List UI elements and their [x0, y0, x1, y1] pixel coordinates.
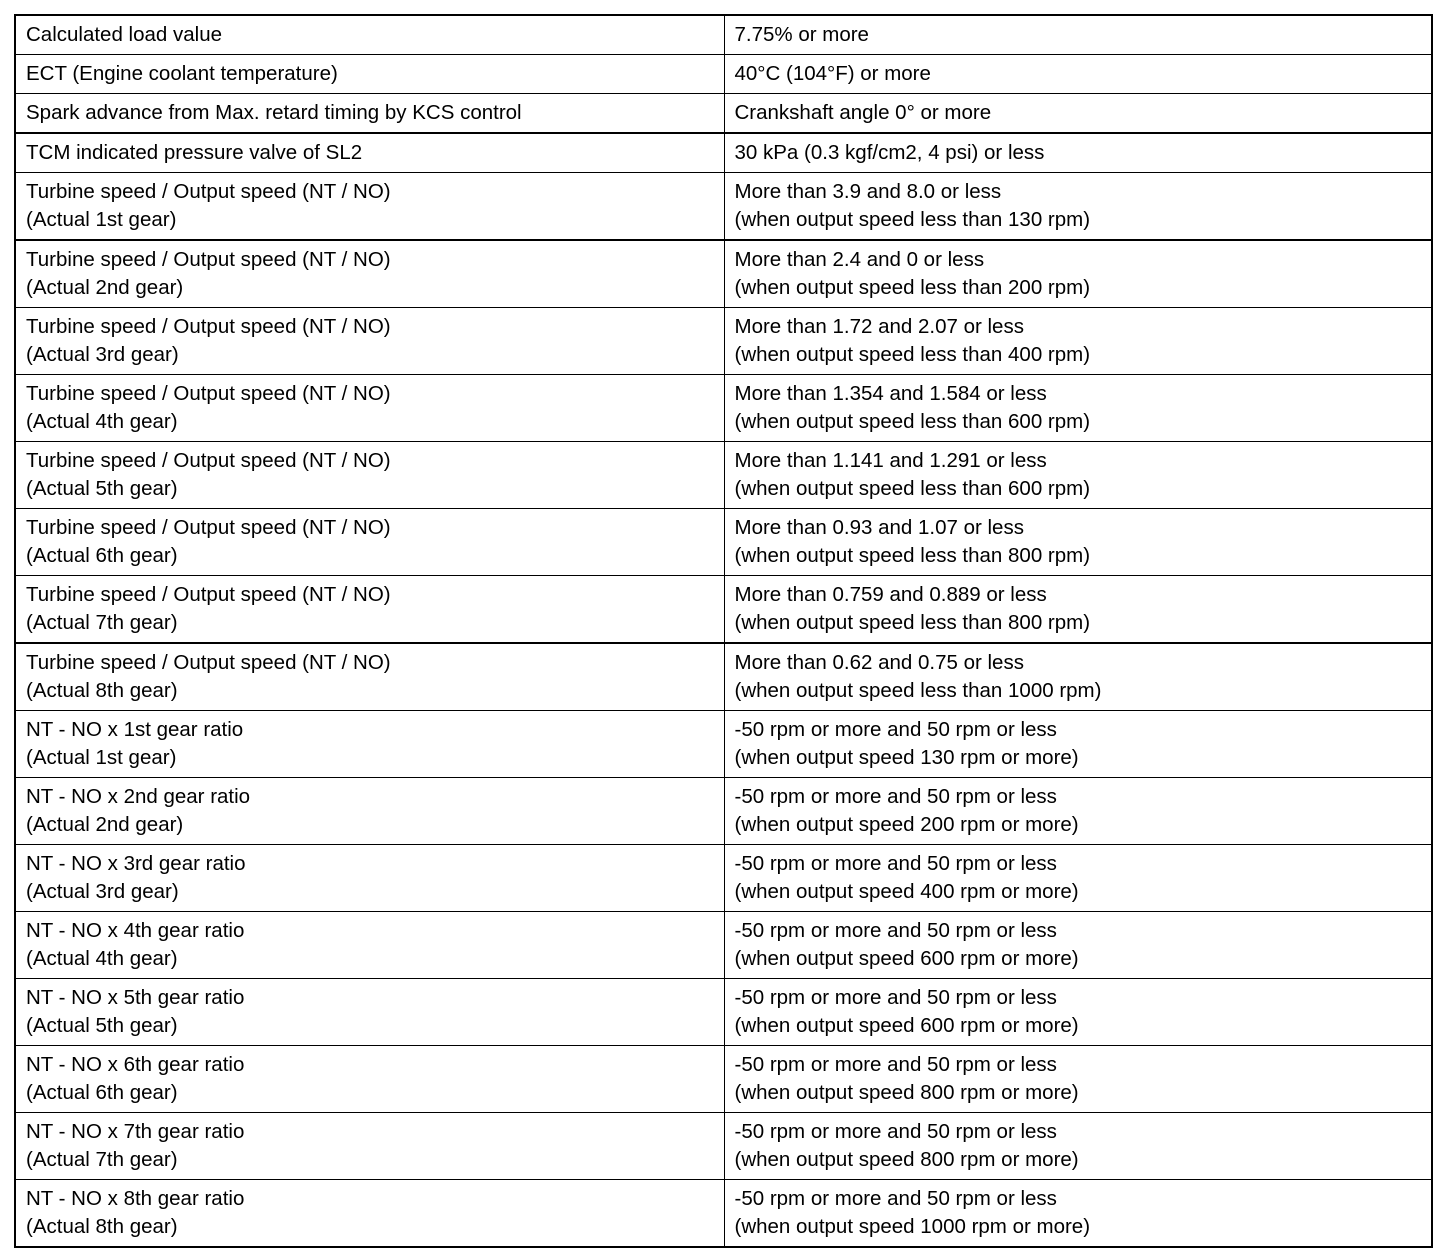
table-row [15, 778, 1432, 845]
value-cell: More than 1.141 and 1.291 or less (when output speed less than 600 rpm) [724, 442, 1432, 509]
table-row [15, 845, 1432, 912]
value-cell: 7.75% or more [724, 15, 1432, 55]
table-row [15, 375, 1432, 442]
value-cell: More than 0.759 and 0.889 or less (when output speed less than 800 rpm) [724, 576, 1432, 644]
table-row [15, 15, 1432, 55]
table-row [15, 643, 1432, 711]
value-cell: -50 rpm or more and 50 rpm or less (when output speed 600 rpm or more) [724, 912, 1432, 979]
conditions-table-body [15, 15, 1432, 1247]
value-cell: More than 1.72 and 2.07 or less (when output speed less than 400 rpm) [724, 308, 1432, 375]
value-cell: -50 rpm or more and 50 rpm or less (when output speed 130 rpm or more) [724, 711, 1432, 778]
value-cell: -50 rpm or more and 50 rpm or less (when output speed 1000 rpm or more) [724, 1180, 1432, 1248]
table-row [15, 576, 1432, 644]
condition-cell: NT - NO x 2nd gear ratio (Actual 2nd gear) [15, 778, 724, 845]
table-row [15, 912, 1432, 979]
table-row [15, 711, 1432, 778]
table-row [15, 173, 1432, 241]
condition-cell: Calculated load value [15, 15, 724, 55]
table-row [15, 308, 1432, 375]
value-cell: -50 rpm or more and 50 rpm or less (when output speed 400 rpm or more) [724, 845, 1432, 912]
condition-cell: Turbine speed / Output speed (NT / NO) (Actual 5th gear) [15, 442, 724, 509]
value-cell: More than 0.93 and 1.07 or less (when output speed less than 800 rpm) [724, 509, 1432, 576]
condition-cell: Turbine speed / Output speed (NT / NO) (Actual 2nd gear) [15, 240, 724, 308]
value-cell: More than 1.354 and 1.584 or less (when output speed less than 600 rpm) [724, 375, 1432, 442]
condition-cell: ECT (Engine coolant temperature) [15, 55, 724, 94]
value-cell: -50 rpm or more and 50 rpm or less (when output speed 800 rpm or more) [724, 1046, 1432, 1113]
value-cell: Crankshaft angle 0° or more [724, 94, 1432, 134]
table-row [15, 240, 1432, 308]
condition-cell: Turbine speed / Output speed (NT / NO) (Actual 4th gear) [15, 375, 724, 442]
value-cell: More than 3.9 and 8.0 or less (when output speed less than 130 rpm) [724, 173, 1432, 241]
table-row [15, 94, 1432, 134]
condition-cell: Turbine speed / Output speed (NT / NO) (Actual 1st gear) [15, 173, 724, 241]
condition-cell: NT - NO x 5th gear ratio (Actual 5th gear) [15, 979, 724, 1046]
value-cell: -50 rpm or more and 50 rpm or less (when output speed 200 rpm or more) [724, 778, 1432, 845]
table-row [15, 1113, 1432, 1180]
value-cell: More than 0.62 and 0.75 or less (when output speed less than 1000 rpm) [724, 643, 1432, 711]
condition-cell: Spark advance from Max. retard timing by KCS control [15, 94, 724, 134]
condition-cell: Turbine speed / Output speed (NT / NO) (Actual 8th gear) [15, 643, 724, 711]
condition-cell: NT - NO x 4th gear ratio (Actual 4th gear) [15, 912, 724, 979]
value-cell: -50 rpm or more and 50 rpm or less (when output speed 800 rpm or more) [724, 1113, 1432, 1180]
table-row [15, 979, 1432, 1046]
value-cell: 40°C (104°F) or more [724, 55, 1432, 94]
condition-cell: NT - NO x 3rd gear ratio (Actual 3rd gear) [15, 845, 724, 912]
value-cell: More than 2.4 and 0 or less (when output speed less than 200 rpm) [724, 240, 1432, 308]
condition-cell: TCM indicated pressure valve of SL2 [15, 133, 724, 173]
condition-cell: Turbine speed / Output speed (NT / NO) (Actual 3rd gear) [15, 308, 724, 375]
table-row [15, 133, 1432, 173]
table-row [15, 509, 1432, 576]
condition-cell: NT - NO x 7th gear ratio (Actual 7th gear) [15, 1113, 724, 1180]
table-row [15, 442, 1432, 509]
condition-cell: Turbine speed / Output speed (NT / NO) (Actual 7th gear) [15, 576, 724, 644]
condition-cell: NT - NO x 6th gear ratio (Actual 6th gear) [15, 1046, 724, 1113]
table-row [15, 1046, 1432, 1113]
table-row [15, 55, 1432, 94]
condition-cell: NT - NO x 8th gear ratio (Actual 8th gear) [15, 1180, 724, 1248]
condition-cell: NT - NO x 1st gear ratio (Actual 1st gear) [15, 711, 724, 778]
value-cell: -50 rpm or more and 50 rpm or less (when output speed 600 rpm or more) [724, 979, 1432, 1046]
table-row [15, 1180, 1432, 1248]
value-cell: 30 kPa (0.3 kgf/cm2, 4 psi) or less [724, 133, 1432, 173]
conditions-table [14, 14, 1433, 1248]
condition-cell: Turbine speed / Output speed (NT / NO) (Actual 6th gear) [15, 509, 724, 576]
